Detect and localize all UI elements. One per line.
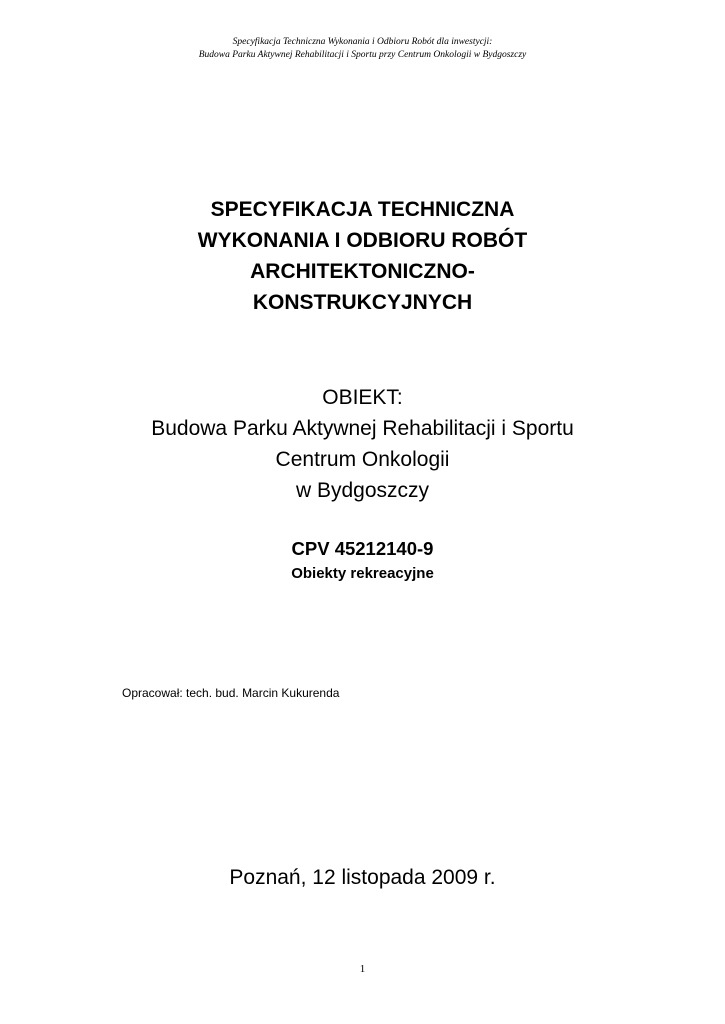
page-number: 1	[359, 963, 366, 975]
object-name-line-3: w Bydgoszczy	[295, 479, 430, 502]
cpv-name: Obiekty rekreacyjne	[291, 565, 434, 582]
object-label: OBIEKT:	[322, 386, 403, 409]
title-line-4: KONSTRUKCYJNYCH	[252, 291, 473, 314]
title-line-3: ARCHITEKTONICZNO-	[250, 260, 475, 283]
object-name-line-1: Budowa Parku Aktywnej Rehabilitacji i Sportu	[151, 417, 574, 440]
author-line: Opracował: tech. bud. Marcin Kukurenda	[122, 686, 340, 700]
title-line-1: SPECYFIKACJA TECHNICZNA	[210, 198, 515, 221]
object-block	[0, 382, 725, 506]
header-line-1: Specyfikacja Techniczna Wykonania i Odbioru Robót dla inwestycji:	[232, 37, 493, 47]
cpv-code: CPV 45212140-9	[291, 538, 434, 559]
object-name-line-2: Centrum Onkologii	[275, 448, 450, 471]
title-line-2: WYKONANIA I ODBIORU ROBÓT	[197, 229, 528, 252]
header-line-2: Budowa Parku Aktywnej Rehabilitacji i Sportu przy Centrum Onkologii w Bydgoszczy	[198, 50, 527, 60]
document-title	[0, 194, 725, 318]
cpv-block	[0, 535, 725, 585]
running-header	[0, 36, 725, 62]
place-and-date: Poznań, 12 listopada 2009 r.	[229, 866, 496, 889]
